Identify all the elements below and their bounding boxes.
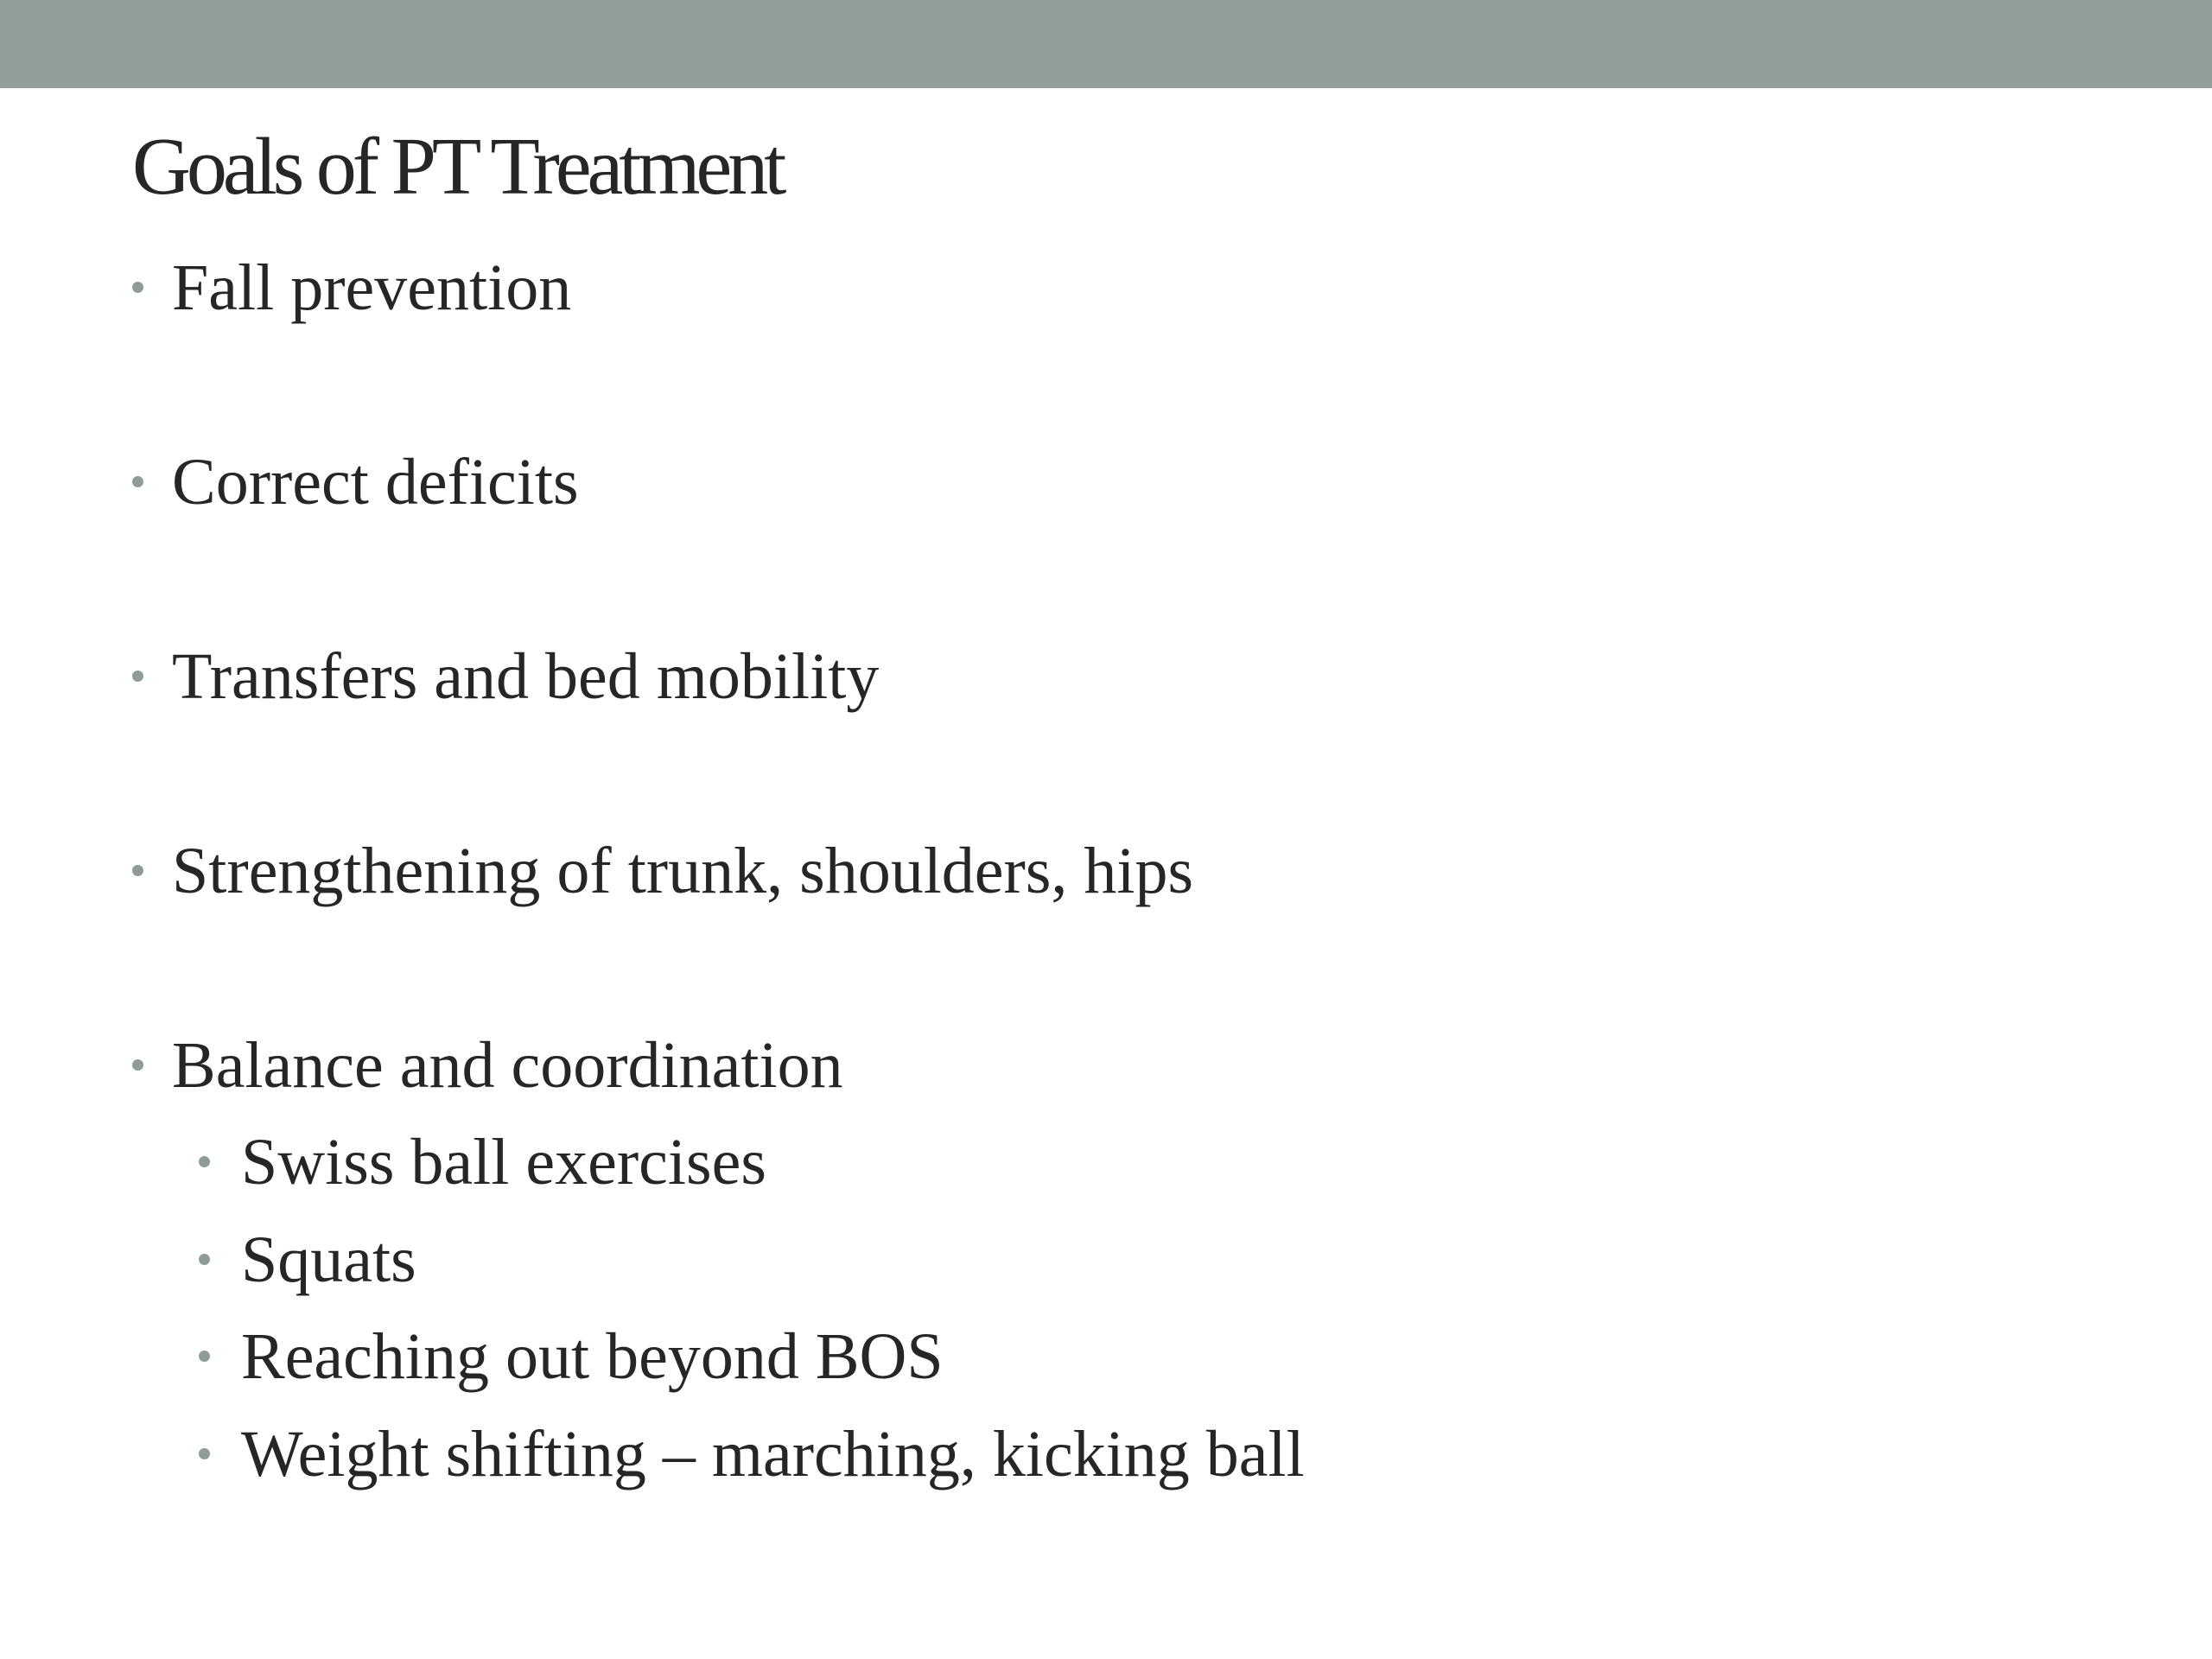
sub-bullet-item-squats [199, 1221, 416, 1299]
bullet-text: Swiss ball exercises [241, 1126, 766, 1198]
bullet-text: Strengthening of trunk, shoulders, hips [172, 835, 1194, 907]
bullet-text: Correct deficits [172, 446, 579, 518]
bullet-dot-icon [132, 476, 143, 487]
bullet-text: Balance and coordination [172, 1029, 843, 1102]
bullet-text: Transfers and bed mobility [172, 640, 880, 713]
sub-bullet-item-reaching [199, 1318, 944, 1395]
bullet-dot-icon [199, 1156, 210, 1167]
bullet-dot-icon [199, 1351, 210, 1362]
bullet-dot-icon [132, 282, 143, 293]
slide-header-bar [0, 0, 2212, 88]
bullet-text: Fall prevention [172, 251, 572, 324]
bullet-item-transfers [132, 638, 879, 715]
bullet-item-fall-prevention [132, 249, 571, 327]
bullet-text: Reaching out beyond BOS [241, 1320, 944, 1393]
bullet-dot-icon [199, 1254, 210, 1265]
bullet-dot-icon [132, 865, 143, 876]
slide-title: Goals of PT Treatment [132, 122, 783, 212]
bullet-text: Squats [241, 1224, 416, 1296]
sub-bullet-item-weight-shifting [199, 1415, 1305, 1493]
bullet-dot-icon [132, 671, 143, 682]
bullet-item-strengthening [132, 832, 1193, 910]
bullet-dot-icon [199, 1448, 210, 1459]
sub-bullet-item-swiss-ball [199, 1123, 766, 1201]
bullet-item-balance [132, 1027, 843, 1104]
bullet-dot-icon [132, 1059, 143, 1071]
bullet-item-correct-deficits [132, 443, 579, 521]
bullet-text: Weight shifting – marching, kicking ball [241, 1418, 1305, 1491]
